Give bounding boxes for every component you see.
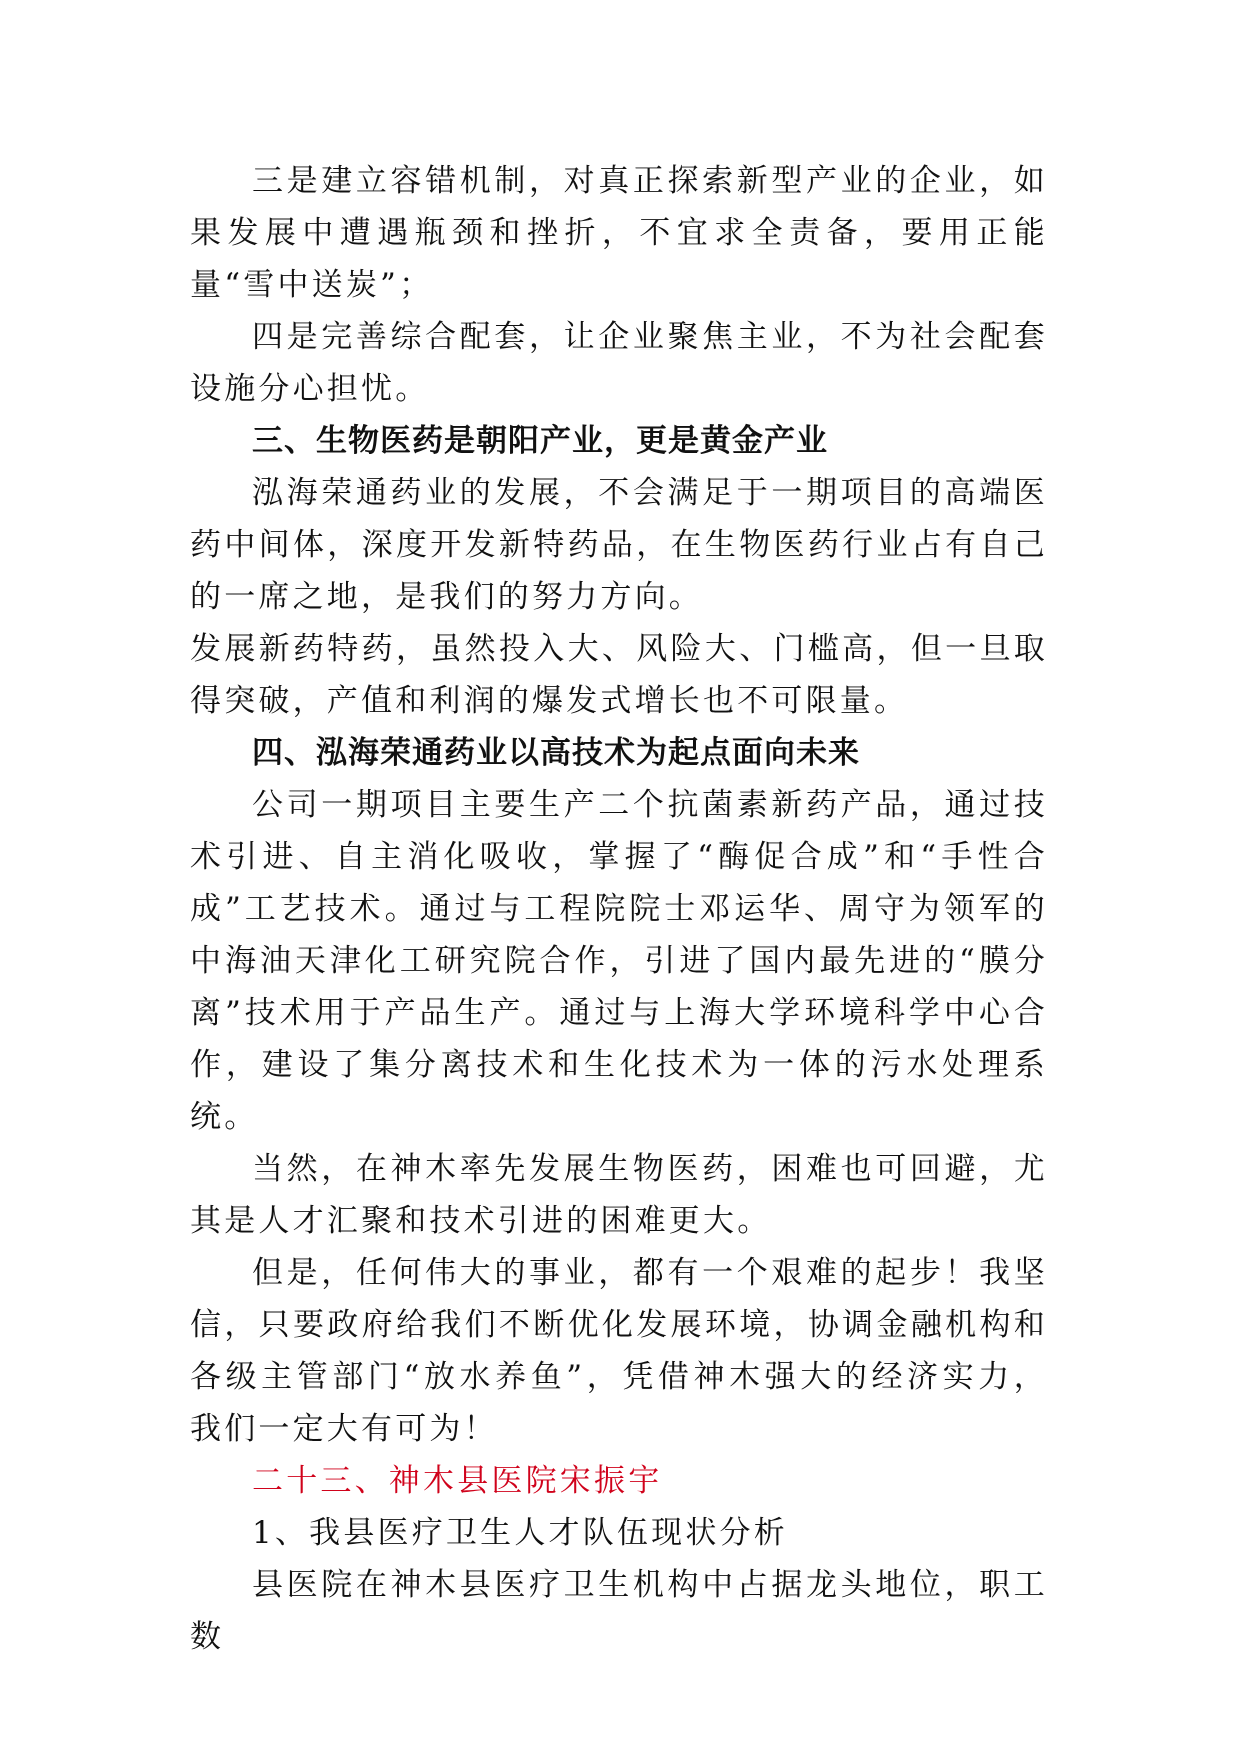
paragraph-new-drugs: 发展新药特药，虽然投入大、风险大、门槛高，但一旦取得突破，产值和利润的爆发式增长也不可限量。 [190, 631, 1048, 719]
paragraph-difficulties: 当然，在神木率先发展生物医药，困难也可回避，尤其是人才汇聚和技术引进的困难更大。 [190, 1151, 1048, 1239]
heading-biomedicine-industry: 三、生物医药是朝阳产业，更是黄金产业 [252, 423, 828, 459]
subheading-talent-analysis: 1、我县医疗卫生人才队伍现状分析 [252, 1515, 788, 1551]
paragraph-phase-one-project: 公司一期项目主要生产二个抗菌素新药产品，通过技术引进、自主消化吸收，掌握了“酶促合成”和“手性合成”工艺技术。通过与工程院院士邓运华、周守为领军的中海油天津化工研究院合作，引进了国内最先进的“膜分离”技术用于产品生产。通过与上海大学环境科学中心合作，建设了集分离技术和生化技术为一体的污水处理系统。 [190, 787, 1048, 1135]
paragraph-tolerance-mechanism: 三是建立容错机制，对真正探索新型产业的企业，如果发展中遭遇瓶颈和挫折，不宜求全责备，要用正能量“雪中送炭”； [190, 163, 1048, 303]
paragraph-confidence: 但是，任何伟大的事业，都有一个艰难的起步！我坚信，只要政府给我们不断优化发展环境，协调金融机构和各级主管部门“放水养鱼”，凭借神木强大的经济实力，我们一定大有可为！ [190, 1255, 1048, 1447]
paragraph-company-development: 泓海荣通药业的发展，不会满足于一期项目的高端医药中间体，深度开发新特药品，在生物医药行业占有自己的一席之地，是我们的努力方向。 [190, 475, 1048, 615]
heading-high-technology: 四、泓海荣通药业以高技术为起点面向未来 [252, 735, 860, 771]
paragraph-county-hospital: 县医院在神木县医疗卫生机构中占据龙头地位，职工数 [190, 1567, 1048, 1655]
section-title-county-hospital: 二十三、神木县医院宋振宇 [252, 1463, 663, 1499]
paragraph-supporting-facilities: 四是完善综合配套，让企业聚焦主业，不为社会配套设施分心担忧。 [190, 319, 1048, 407]
document-page [190, 155, 1048, 1663]
